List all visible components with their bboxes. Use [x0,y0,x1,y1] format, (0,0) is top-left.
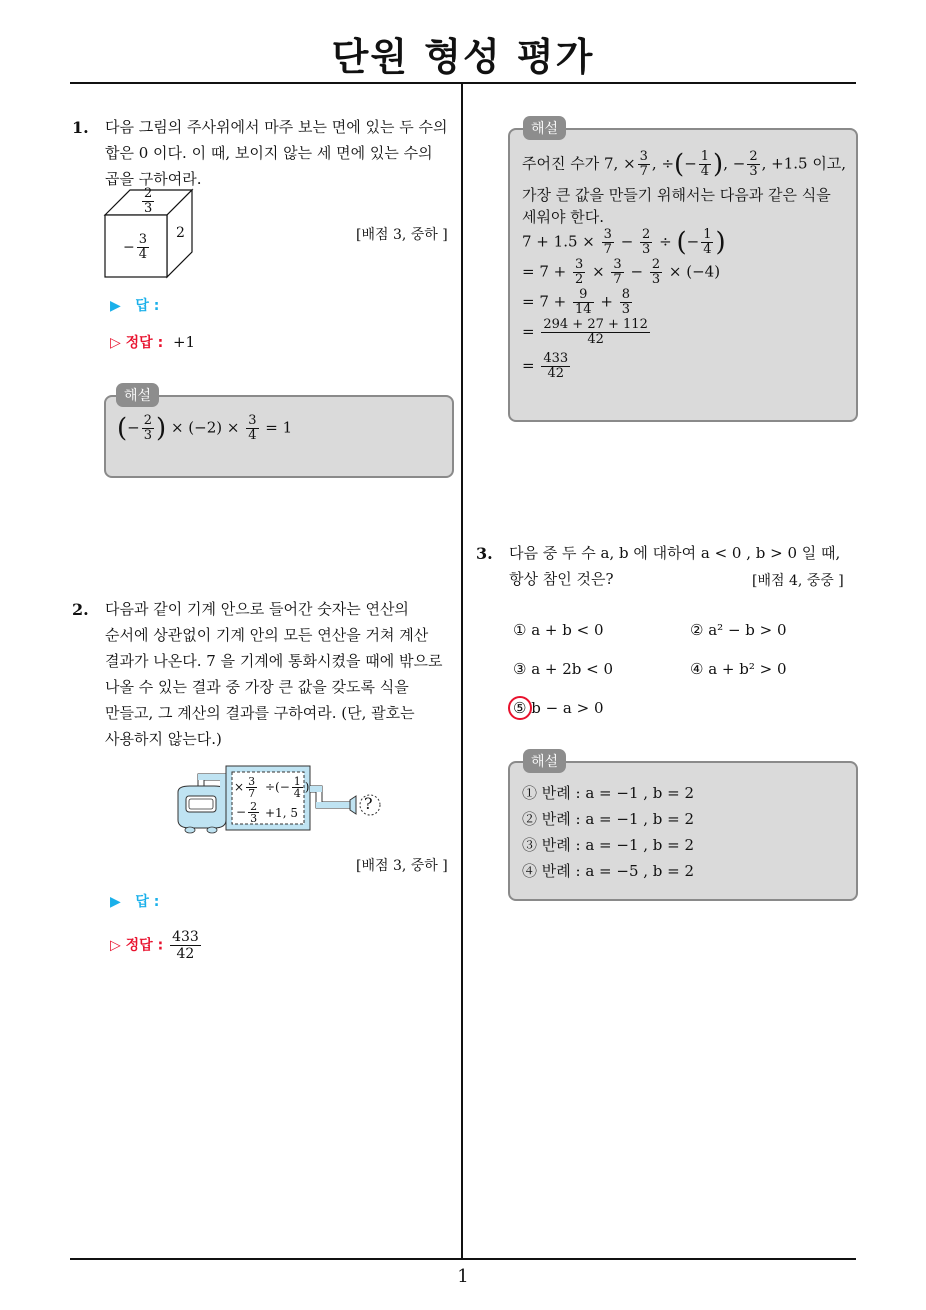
q1-answer-row [110,295,159,315]
exp1-mid: × (−2) × [170,418,240,437]
exp2-i2-num: 1 [700,149,710,164]
q1-correct-row [110,332,195,352]
q1-die-side-value: 2 [176,225,185,241]
q2-line: 다음과 같이 기계 안으로 들어간 숫자는 연산의 [105,600,409,618]
machine-op3 [236,801,261,824]
play-icon: ▶ [110,894,121,910]
exp2-s2-n1: 3 [575,257,584,272]
machine-op2-den: 4 [293,787,301,800]
die-front-num: 3 [138,232,148,247]
exp2-s1-d3: 4 [703,242,712,257]
exp2-s1-a: 7 + 1.5 × [522,232,595,251]
q3-option-2[interactable]: ② a² − b > 0 [690,621,787,639]
exp1-num: 2 [143,413,153,428]
exp1-result: = 1 [265,418,293,437]
q1-explanation-tag: 해설 [116,383,159,407]
exp1-num2: 3 [248,413,257,428]
exp2-s2-c: − [630,262,644,281]
q1-score: [배점 3, 중하 ] [356,227,448,243]
exp2-i3-den: 3 [749,164,758,179]
exp2-s2-d: × (−4) [668,262,721,281]
exp2-step5 [522,352,852,386]
die-front-den: 4 [138,247,148,262]
q3-option-4[interactable]: ④ a + b² > 0 [690,660,787,678]
exp2-s1-d1: 7 [603,242,612,257]
q3-explanation-text [522,780,694,884]
q2-answer-row [110,891,159,911]
q3-line1: 다음 중 두 수 a, b 에 대하여 a < 0 , b > 0 일 때, [509,544,841,562]
q2-correct-value [170,929,201,962]
exp2-s4-a: = [522,322,535,341]
exp2-s5-n: 433 [543,351,569,366]
q2-line: 결과가 나온다. 7 을 기계에 통화시켰을 때에 밖으로 [105,652,443,670]
machine-op4: +1, 5 [265,806,298,820]
q2-correct-num: 433 [172,929,199,945]
exp2-i2-den: 4 [700,164,710,179]
q1-correct-label: 정답 : [125,335,164,351]
exp2-intro-c: , − [723,154,746,173]
exp2-step1: 7 + 1.5 × $\frac{3}{7}$ − $\frac{2}{3}$ ÷ (− $\frac{1}{4}$ ) [522,227,726,258]
die-top-num: 2 [144,186,153,201]
exp2-s4-n: 294 + 27 + 112 [543,317,648,332]
machine-op1-num: 3 [248,775,256,788]
q3-explanation-line: ③ 반례 : a = −1 , b = 2 [522,836,695,854]
exp2-s3-d2: 3 [621,302,630,317]
exp2-s2-n3: 2 [651,257,661,272]
exp2-s1-b: − [620,232,634,251]
q2-text [105,596,465,752]
q3-option-1[interactable]: ① a + b < 0 [513,621,604,639]
exp2-s4-d: 42 [587,332,604,347]
exp2-s3-n1: 9 [573,288,594,303]
exp2-s2-d2: 7 [613,272,622,287]
page-title: 단원 형성 평가 [331,35,595,79]
q1-explanation-formula: (− $\frac{2}{3}$ ) × (−2) × $\frac{3}{4}$ = 1 [117,413,293,444]
exp2-step2 [522,258,852,288]
q2-line: 순서에 상관없이 기계 안의 모든 연산을 거쳐 계산 [105,626,429,644]
exp2-s1-c: ÷ [659,232,672,251]
exp2-step3 [522,288,852,318]
exp2-s1-d2: 3 [642,242,651,257]
play-outline-icon: ▷ [110,335,121,351]
exp2-line2: 가장 큰 값을 만들기 위해서는 다음과 같은 식을 [522,186,831,204]
q3-option-5[interactable]: ⑤ b − a > 0 [513,699,604,717]
machine-op3-num: 2 [250,800,258,813]
exp2-s3-a: = 7 + [522,292,567,311]
exp1-den2: 4 [248,428,257,443]
q3-explanation-tag: 해설 [523,749,566,773]
machine-op2-sign: ÷(− [265,780,290,794]
header-rule [70,82,856,84]
q1-die-top-value [140,187,156,216]
q1-number: 1. [72,118,89,137]
machine-op3-den: 3 [250,812,258,825]
q1-line: 곱을 구하여라. [105,170,202,188]
exp2-s3-d1: 14 [575,302,592,317]
exp2-s5-d: 42 [547,366,565,381]
q2-correct-label: 정답 : [125,937,164,954]
machine-op1-den: 7 [248,787,256,800]
q3-explanation-line: ① 반례 : a = −1 , b = 2 [522,784,695,802]
exp2-intro-d: , +1.5 이고, [761,154,847,173]
exp2-s1-sign: − [686,232,700,251]
machine-op2-close: ) [304,780,310,794]
q2-line: 나올 수 있는 결과 중 가장 큰 값을 갖도록 식을 [105,678,409,696]
exp2-s2-d3: 3 [651,272,661,287]
exp2-s2-b: × [592,262,605,281]
q3-explanation-line: ④ 반례 : a = −5 , b = 2 [522,862,695,880]
q2-line: 만들고, 그 계산의 결과를 구하여라. (단, 괄호는 [105,704,415,722]
q2-explanation-tag: 해설 [523,116,566,140]
footer-rule [70,1258,856,1260]
machine-output: ? [364,794,373,813]
q1-correct-value: +1 [172,333,196,351]
q2-explanation-text [522,150,852,386]
machine-op3-sign: − [236,805,247,819]
q1-line: 다음 그림의 주사위에서 마주 보는 면에 있는 두 수의 [105,118,448,136]
exp2-s3-b: + [600,292,613,311]
die-front-sign: − [123,239,135,256]
exp2-s2-d1: 2 [575,272,584,287]
q1-line: 합은 0 이다. 이 때, 보이지 않는 세 면에 있는 수의 [105,144,433,162]
machine-op1 [234,776,259,799]
q3-line2: 항상 참인 것은? [509,570,614,588]
exp2-i1-den: 7 [639,164,648,179]
q1-answer-label: 답 : [135,298,160,314]
exp2-s3-n2: 8 [621,287,630,302]
q2-score: [배점 3, 중하 ] [356,858,448,874]
exp2-s2-n2: 3 [613,257,622,272]
exp2-i2-sign: − [684,154,697,173]
exp1-sign: − [127,418,140,437]
machine-op1-sign: × [234,780,245,794]
exp2-s2-a: = 7 + [522,262,567,281]
q2-answer-label: 답 : [135,894,160,910]
exp2-s1-n3: 1 [703,227,712,242]
play-outline-icon: ▷ [110,937,121,954]
q3-explanation-line: ② 반례 : a = −1 , b = 2 [522,810,695,828]
q2-line: 사용하지 않는다.) [105,730,222,748]
exp2-intro: 주어진 수가 7, × $\frac{3}{7}$ , ÷(− $\frac{1}{4}$ ), − $\frac{2}{3}$ , +1.5 이고, [522,149,847,180]
exp2-intro-b: , ÷ [651,154,675,173]
q2-machine-figure [170,762,395,837]
exp2-s5-a: = [522,356,535,375]
die-top-den: 3 [144,201,153,216]
exp2-step4 [522,318,852,352]
q2-correct-row [110,929,203,962]
q3-number: 3. [476,544,493,563]
exp2-i3-num: 2 [749,149,758,164]
correct-answer-circle-icon [508,696,532,720]
play-icon: ▶ [110,298,121,314]
q1-die-front-value [123,233,151,262]
machine-op2 [265,776,309,799]
exp2-intro-a: 주어진 수가 7, × [522,154,636,173]
q2-correct-den: 42 [176,946,195,962]
exp2-line3: 세워야 한다. [522,208,604,226]
q3-option-3[interactable]: ③ a + 2b < 0 [513,660,614,678]
page-number: 1 [457,1266,469,1287]
machine-op2-num: 1 [293,775,301,788]
exp1-den: 3 [143,428,153,443]
q2-number: 2. [72,600,89,619]
exp2-s1-n1: 3 [603,227,612,242]
exp2-s1-n2: 2 [642,227,651,242]
exp2-i1-num: 3 [639,149,648,164]
q1-text [105,114,465,192]
q3-score: [배점 4, 중중 ] [752,573,844,589]
